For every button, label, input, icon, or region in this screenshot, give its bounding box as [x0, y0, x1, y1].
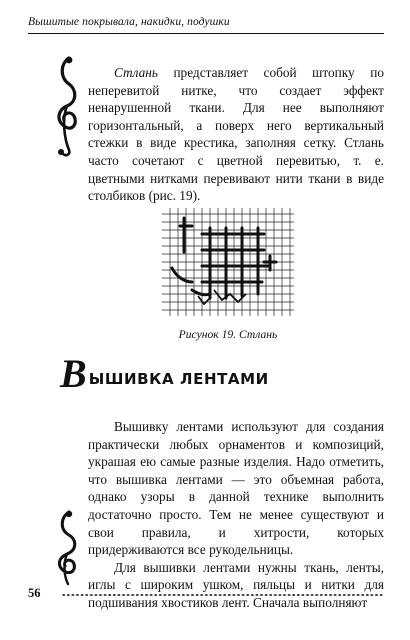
running-head-rule [28, 33, 384, 34]
running-head: Вышитые покрывала, накидки, подушки [28, 16, 230, 28]
treble-clef-vignette-icon [52, 54, 82, 158]
page-number: 56 [28, 586, 41, 600]
body-paragraph-1: Вышивку лентами используют для создания практически любых орнаментов и композиций, украшая ею самые разные изделия. Надо отметить, что вышивка лентами — это объемная работа, однако узоры в данной технике выполнить достаточно просто. Тем не менее существуют и свои правила, и хитрости, которых придерживаются все рукодельницы. [88, 419, 384, 558]
stitch-grid-figure [158, 204, 298, 320]
treble-clef-vignette-icon [52, 508, 82, 588]
term-stlan: Стлань [114, 65, 158, 80]
body-text [88, 418, 384, 612]
figure-caption: Рисунок 19. Стлань [178, 328, 278, 341]
paragraph-stlan [88, 64, 384, 205]
section-title [60, 351, 320, 396]
footer-dotted-rule [62, 594, 384, 596]
body-paragraph-2: Для вышивки лентами нужны ткань, ленты, иглы с широким ушком, пяльцы и нитки для подшивания хвостиков лент. Сначала выполняют [88, 559, 384, 610]
section-title-initial: В [60, 351, 87, 396]
section-title-text: ЫШИВКА ЛЕНТАМИ [88, 370, 269, 388]
paragraph-stlan-text: представляет собой штопку по неперевитой нитке, что создает эффект ненарушенной ткани. Для нее выполняют горизонтальный, а поверх него вертикальный стежки в виде крестика, заполняя сетку. Стлань часто сочетают с цветной перевитью, т. е. цветными нитками перевивают нити ткани в виде столбиков (рис. 19). [88, 65, 384, 204]
